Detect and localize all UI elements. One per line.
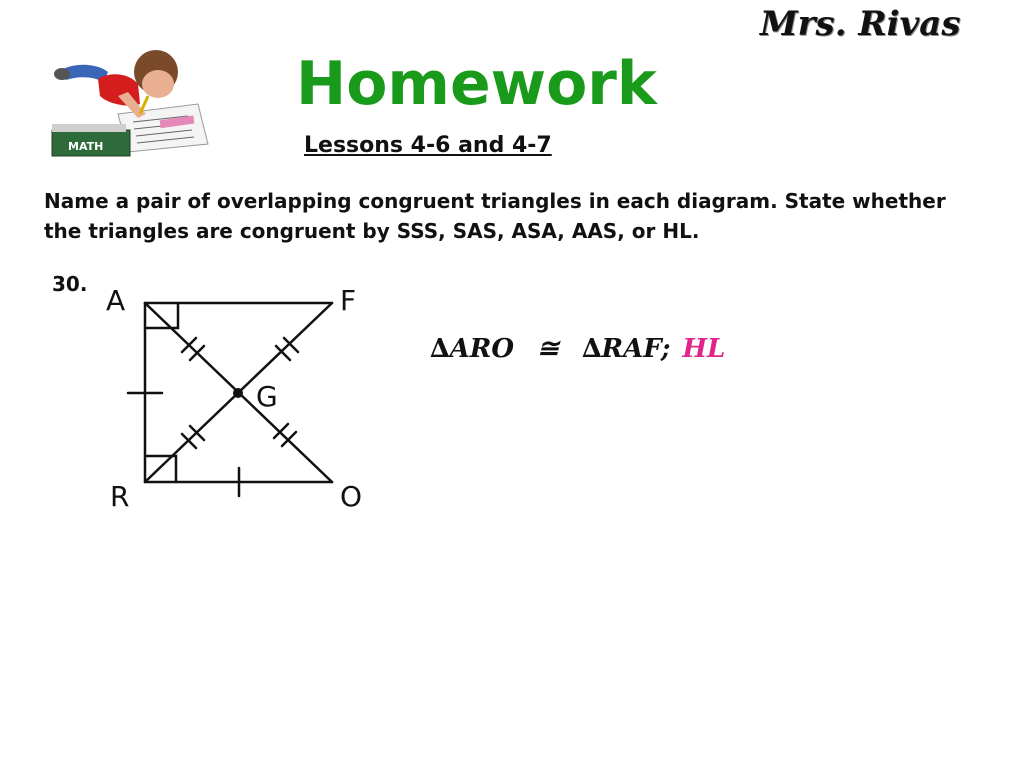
instructions-text: Name a pair of overlapping congruent triangles in each diagram. State whether the triangles are congruent by SSS, SAS, ASA, AAS, or HL.: [44, 189, 946, 243]
congruent-symbol: ≅: [537, 334, 559, 364]
label-A: A: [106, 284, 126, 317]
problem-number: 30.: [52, 272, 88, 296]
label-F: F: [340, 284, 357, 317]
point-G: [233, 388, 243, 398]
math-book: [52, 124, 130, 156]
page-title: Homework: [296, 49, 657, 119]
paper-sheet: [118, 104, 208, 152]
geometry-diagram: [100, 270, 400, 520]
lesson-subtitle: Lessons 4-6 and 4-7: [304, 133, 552, 158]
label-R: R: [110, 480, 130, 513]
math-book-label: MATH: [68, 140, 104, 153]
ticks-GF: [276, 338, 298, 360]
answer-separator: ;: [660, 334, 671, 364]
answer-statement: [430, 334, 725, 364]
label-G: G: [256, 380, 278, 413]
answer-method: HL: [682, 334, 726, 364]
answer-triangle-1: ∆ARO: [430, 334, 515, 364]
student-homework-clipart: [48, 34, 218, 164]
label-O: O: [340, 480, 363, 513]
answer-triangle-2: ∆RAF: [581, 334, 661, 364]
author-signature: Mrs. Rivas: [760, 4, 961, 44]
